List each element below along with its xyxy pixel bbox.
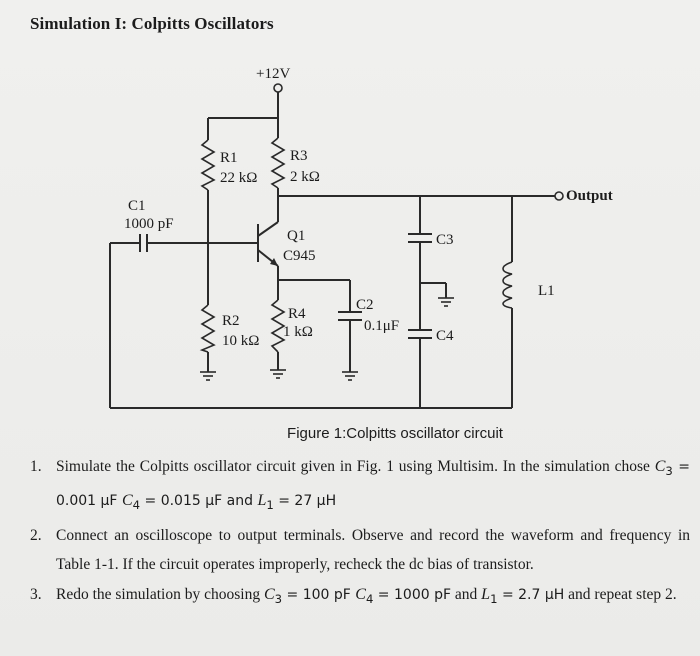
page-title: Simulation I: Colpitts Oscillators — [30, 14, 274, 33]
output-label: Output — [566, 188, 613, 204]
r2-name: R2 — [222, 313, 240, 329]
step-number: 2. — [30, 526, 42, 544]
figure-caption: Figure 1:Colpitts oscillator circuit — [287, 425, 503, 442]
l1-name: L1 — [538, 283, 555, 299]
step-number: 3. — [30, 585, 42, 603]
r2-value: 10 kΩ — [222, 333, 260, 349]
q1-value: C945 — [283, 248, 316, 264]
c2-value: 0.1μF — [364, 318, 400, 334]
c4-name: C4 — [436, 328, 454, 344]
step-number: 1. — [30, 458, 42, 475]
r1-name: R1 — [220, 150, 238, 166]
r4-value: 1 kΩ — [283, 324, 313, 340]
step-3-values: $C_3 = 100$ pF $C_4 = 1000$ pF — [263, 585, 452, 606]
inductor-l1 — [503, 262, 512, 308]
q1-name: Q1 — [287, 228, 306, 244]
c1-name: C1 — [128, 198, 146, 214]
instruction-list — [30, 452, 690, 614]
r1-value: 22 kΩ — [220, 170, 258, 186]
resistor-r1 — [202, 140, 214, 190]
r3-name: R3 — [290, 148, 308, 164]
resistor-r3 — [272, 138, 284, 188]
r3-value: 2 kΩ — [290, 169, 320, 185]
output-terminal — [555, 192, 563, 200]
step-1-values: $C_3 = 0.001$ μF $C_4 = 0.015$ μF and $L_1 = 27$ μH — [56, 458, 690, 513]
c2-name: C2 — [356, 297, 374, 313]
supply-label: +12V — [256, 66, 291, 82]
list-item: 2. Connect an oscilloscope to output terminals. Observe and record the waveform and frequency in Table 1-1. If the circuit operates improperly, recheck the dc bias of transistor. — [30, 521, 690, 580]
c3-name: C3 — [436, 232, 454, 248]
supply-terminal — [274, 84, 282, 92]
c1-value: 1000 pF — [124, 216, 174, 232]
list-item: 1. Simulate the Colpitts oscillator circuit given in Fig. 1 using Multisim. In the simulation chose $C_3 = 0.001$ μF $C_4 = 0.015$ μF and $L_1 = 27$ μH — [30, 452, 690, 521]
resistor-r2 — [202, 305, 214, 352]
list-item: 3. Redo the simulation by choosing $C_3 = 100$ pF $C_4 = 1000$ pF and $L_1 = 2.7$ μH and repeat step 2. — [30, 580, 690, 614]
r4-name: R4 — [288, 306, 306, 322]
circuit-wiring — [110, 84, 563, 408]
